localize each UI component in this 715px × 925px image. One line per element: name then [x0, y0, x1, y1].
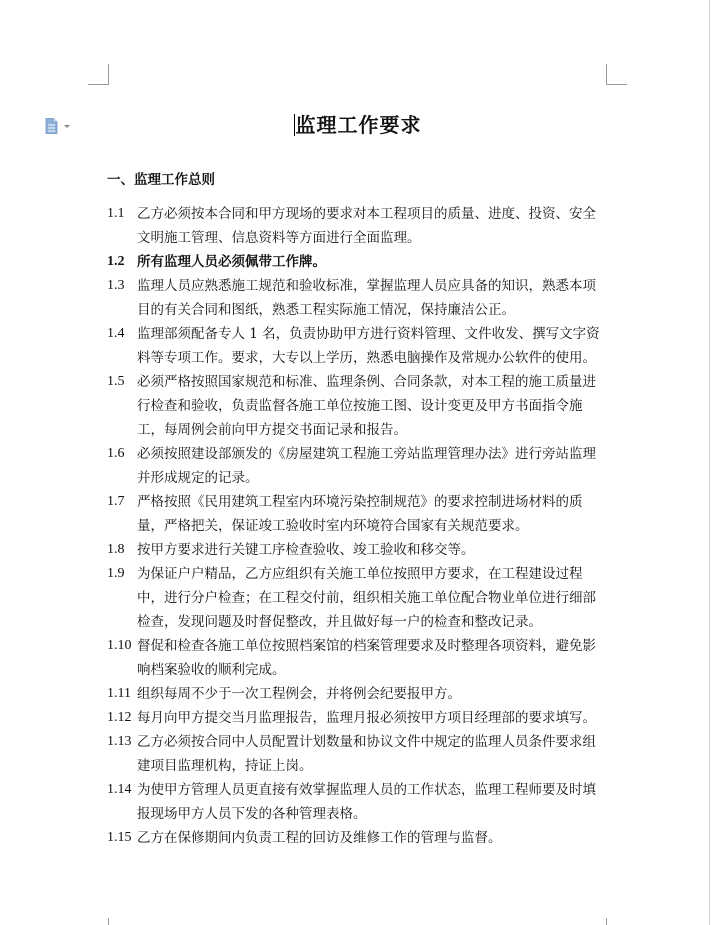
list-item: [107, 562, 607, 634]
margin-corner-top-left: [88, 64, 109, 85]
list-item: [107, 706, 607, 730]
list-item: [107, 682, 607, 706]
list-item: [107, 826, 607, 850]
item-number: 1.6: [107, 446, 125, 461]
item-text: 必须严格按照国家规范和标准、监理条例、合同条款，对本工程的施工质量进行检查和验收，负责监督各施工单位按施工图、设计变更及甲方书面指令施工，每周例会前向甲方提交书面记录和报告。: [137, 374, 596, 438]
item-text: 为保证户户精品，乙方应组织有关施工单位按照甲方要求，在工程建设过程中，进行分户检查；在工程交付前，组织相关施工单位配合物业单位进行细部检查，发现问题及时督促整改，并且做好每一户的检查和整改记录。: [137, 566, 596, 630]
item-number: 1.9: [107, 566, 125, 581]
item-number: 1.15: [107, 830, 132, 845]
item-text: 乙方在保修期间内负责工程的回访及维修工作的管理与监督。: [137, 830, 502, 846]
list-item: [107, 730, 607, 778]
item-number: 1.14: [107, 782, 132, 797]
requirements-list: [107, 202, 607, 850]
list-item: [107, 250, 607, 274]
item-text: 组织每周不少于一次工程例会，并将例会纪要报甲方。: [137, 686, 461, 702]
margin-corner-bottom-left: [88, 918, 109, 925]
list-item: [107, 490, 607, 538]
list-item: [107, 538, 607, 562]
item-number: 1.13: [107, 734, 132, 749]
item-text: 所有监理人员必须佩带工作牌。: [137, 254, 326, 270]
list-item: [107, 778, 607, 826]
list-item: [107, 442, 607, 490]
item-text: 为使甲方管理人员更直接有效掌握监理人员的工作状态，监理工程师要及时填报现场甲方人员下发的各种管理表格。: [137, 782, 596, 822]
item-number: 1.2: [107, 254, 125, 269]
list-item: [107, 634, 607, 682]
item-text: 监理部须配备专人 1 名，负责协助甲方进行资料管理、文件收发、撰写文字资料等专项工作。要求，大专以上学历，熟悉电脑操作及常规办公软件的使用。: [137, 326, 600, 366]
item-text: 乙方必须按本合同和甲方现场的要求对本工程项目的质量、进度、投资、安全文明施工管理、信息资料等方面进行全面监理。: [137, 206, 596, 246]
document-title[interactable]: [0, 110, 715, 140]
section-heading: 一、监理工作总则: [107, 172, 215, 188]
item-number: 1.12: [107, 710, 132, 725]
item-text: 按甲方要求进行关键工序检查验收、竣工验收和移交等。: [137, 542, 475, 558]
list-item: [107, 322, 607, 370]
item-text: 必须按照建设部颁发的《房屋建筑工程施工旁站监理管理办法》进行旁站监理并形成规定的记录。: [137, 446, 596, 486]
title-text: 监理工作要求: [295, 113, 422, 137]
item-number: 1.10: [107, 638, 132, 653]
item-number: 1.7: [107, 494, 125, 509]
item-number: 1.4: [107, 326, 125, 341]
item-number: 1.3: [107, 278, 125, 293]
list-item: [107, 370, 607, 442]
item-text: 督促和检查各施工单位按照档案馆的档案管理要求及时整理各项资料，避免影响档案验收的顺利完成。: [137, 638, 596, 678]
margin-corner-top-right: [606, 64, 627, 85]
item-text: 乙方必须按合同中人员配置计划数量和协议文件中规定的监理人员条件要求组建项目监理机构，持证上岗。: [137, 734, 596, 774]
item-text: 严格按照《民用建筑工程室内环境污染控制规范》的要求控制进场材料的质量，严格把关，保证竣工验收时室内环境符合国家有关规范要求。: [137, 494, 583, 534]
item-number: 1.11: [107, 686, 131, 701]
item-text: 监理人员应熟悉施工规范和验收标准，掌握监理人员应具备的知识，熟悉本项目的有关合同和图纸，熟悉工程实际施工情况，保持廉洁公正。: [137, 278, 596, 318]
text-cursor: [294, 114, 295, 136]
list-item: [107, 274, 607, 322]
item-number: 1.5: [107, 374, 125, 389]
list-item: [107, 202, 607, 250]
item-number: 1.1: [107, 206, 125, 221]
item-number: 1.8: [107, 542, 125, 557]
margin-corner-bottom-right: [606, 918, 627, 925]
item-text: 每月向甲方提交当月监理报告，监理月报必须按甲方项目经理部的要求填写。: [137, 710, 596, 726]
